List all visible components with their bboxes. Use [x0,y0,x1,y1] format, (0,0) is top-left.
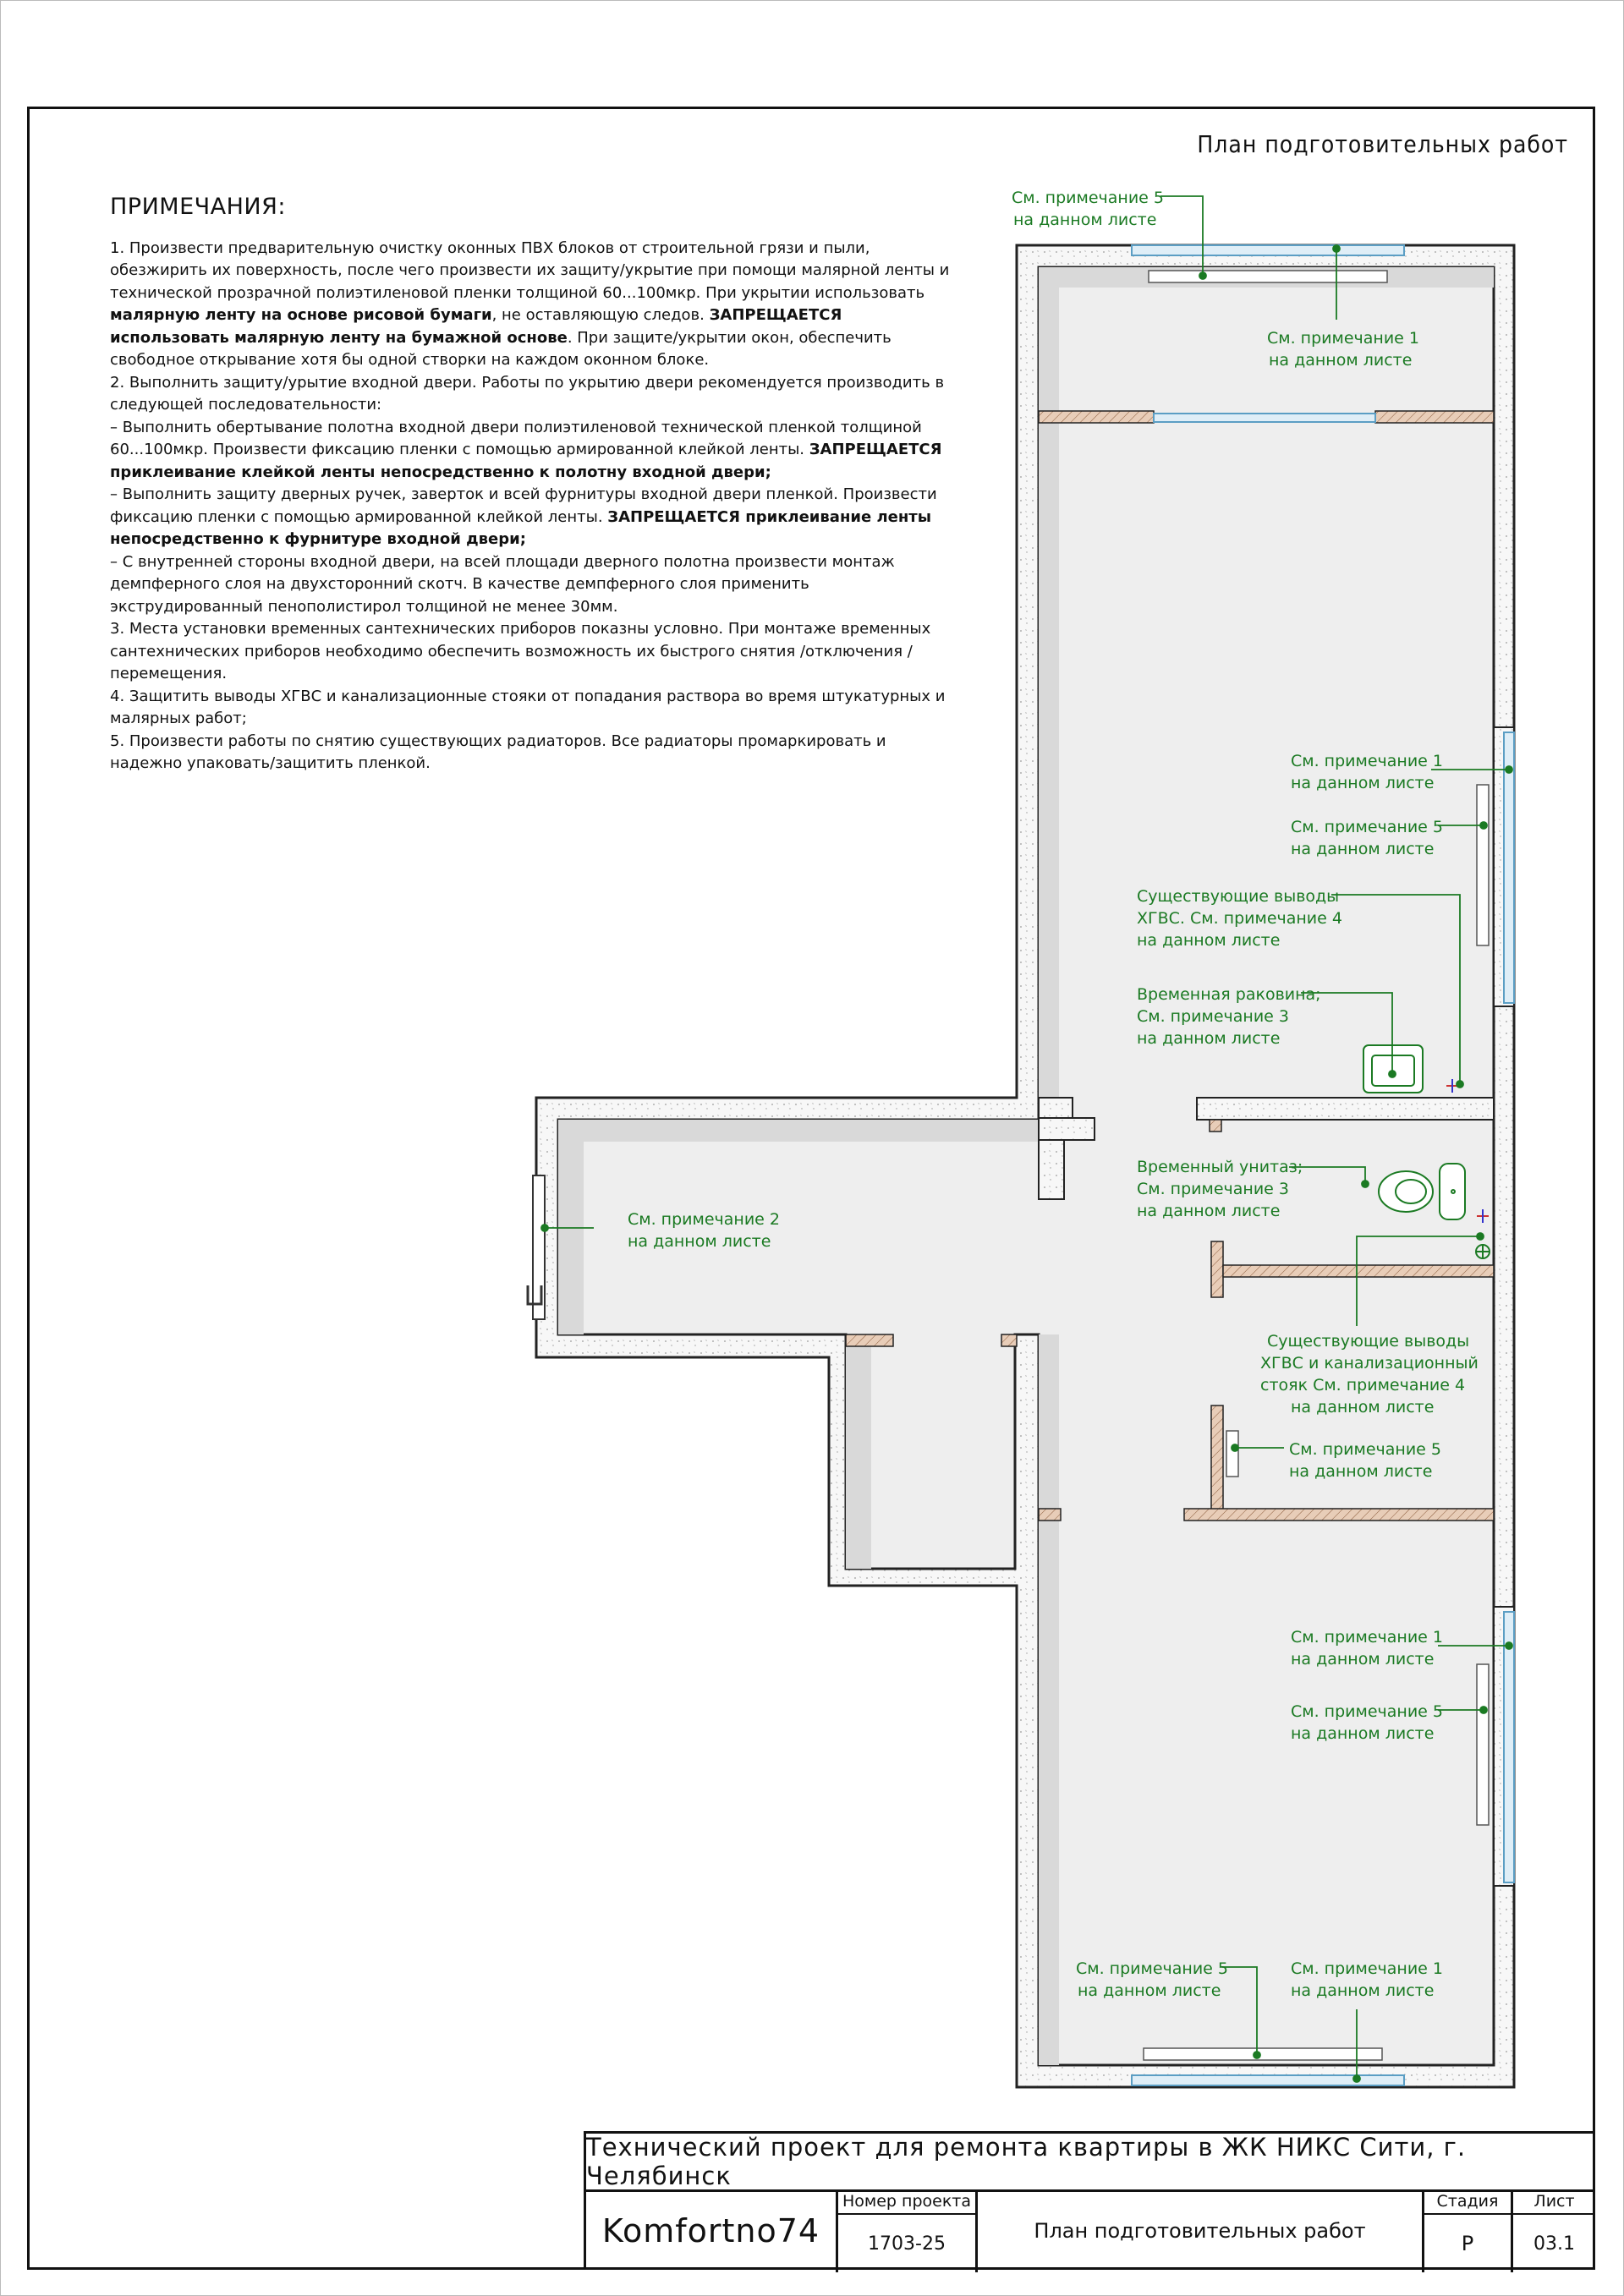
callout-line: на данном листе [1291,774,1435,792]
callout-line: См. примечание 5 [1076,1959,1228,1978]
exterior-walls [536,245,1514,2087]
callout-line: См. примечание 5 [1289,1440,1441,1459]
callout-note5-top [1012,189,1164,229]
note-1-text: 1. Произвести предварительную очистку оконных ПВХ блоков от строительной грязи и пыли, обезжирить их поверхность, после чего произвести их защиту/укрытие при помощи малярной ленты и технической прозрачной полиэтиленовой пленки толщиной 60...100мкр. При укрытии использовать [110,238,950,302]
notes-heading: ПРИМЕЧАНИЯ: [110,194,286,220]
stage-label: Стадия [1424,2189,1513,2215]
callout-line: ХГВС. См. примечание 4 [1137,909,1342,928]
note-2: 2. Выполнить защиту/урытие входной двери. Работы по укрытию двери рекомендуется производить в следующей последовательности: [110,373,945,414]
callout-line: См. примечание 2 [628,1210,780,1229]
company-name: Komfortno74 [586,2189,838,2272]
note-1-text-b: , не оставляющую следов. [491,306,710,324]
note-1-text-c: . При защите/укрытии окон, обеспечить свободное открывание хотя бы одной створки на каждом оконном блоке. [110,328,892,369]
callout-line: на данном листе [1078,1981,1221,2000]
callout-line: на данном листе [1137,1029,1281,1048]
note-3: 3. Места установки временных сантехнических приборов показны условно. При монтаже временных сантехнических приборов необходимо обеспечить возможность их быстрого снятия /отключения / перемещения. [110,620,931,682]
temporary-sink-icon [1363,1045,1423,1093]
callout-line: Существующие выводы [1137,887,1340,906]
callout-line: на данном листе [1291,1724,1435,1743]
callout-line: на данном листе [628,1232,771,1251]
note-2a-bold: ЗАПРЕЩАЕТСЯ приклеивание клейкой ленты непосредственно к полотну входной двери; [110,441,942,481]
note-2c: – С внутренней стороны входной двери, на всей площади дверного полотна произвести монтаж демпферного слоя на двухсторонний скотч. В качестве демпферного слоя применить экструдированный пенополистирол толщиной не менее 30мм. [110,552,895,616]
callout-line: См. примечание 1 [1291,1959,1443,1978]
callout-line: на данном листе [1137,1202,1281,1220]
project-number: 1703-25 [838,2215,978,2272]
sheet-number: 03.1 [1533,2233,1575,2255]
project-number-label: Номер проекта [838,2189,978,2215]
callout-line: См. примечание 1 [1291,752,1443,770]
callout-line: См. примечание 5 [1291,1702,1443,1721]
callout-line: ХГВС и канализационный [1260,1354,1479,1373]
stage-value: Р [1424,2215,1513,2272]
callout-line: См. примечание 5 [1012,189,1164,207]
sheet-title: План подготовительных работ [1197,130,1568,158]
callout-line: См. примечание 3 [1137,1007,1289,1026]
note-1-bold-a: малярную ленту на основе рисовой бумаги [110,306,492,324]
callout-line: См. примечание 1 [1291,1628,1443,1647]
callout-line: на данном листе [1291,1398,1435,1417]
callout-line: Временная раковина; [1137,985,1321,1004]
note-1-bold-b: ЗАПРЕЩАЕТСЯ использовать малярную ленту на бумажной основе [110,306,842,347]
callout-line: на данном листе [1291,840,1435,858]
callout-line: на данном листе [1291,1981,1435,2000]
callout-line: на данном листе [1289,1462,1433,1481]
callout-line: См. примечание 1 [1267,329,1419,348]
note-2a-text: – Выполнить обертывание полотна входной двери полиэтиленовой технической пленкой толщиной 60...100мкр. Произвести фиксацию пленки с помощью армированной клейкой ленты. [110,418,922,458]
note-2b-bold: ЗАПРЕЩАЕТСЯ приклеивание ленты непосредственно к фурнитуре входной двери; [110,507,932,548]
note-2b-text: – Выполнить защиту дверных ручек, заверток и всей фурнитуры входной двери пленкой. Произвести фиксацию пленки с помощью армированной клейкой ленты. [110,485,937,526]
callout-line: См. примечание 5 [1291,818,1443,836]
callout-line: Временный унитаз; [1137,1158,1303,1176]
callout-line: на данном листе [1013,211,1157,229]
project-title: Технический проект для ремонта квартиры в ЖК НИКС Сити, г. Челябинск [586,2134,1595,2192]
title-block [584,2131,1595,2270]
callout-line: на данном листе [1291,1650,1435,1669]
callout-line: См. примечание 3 [1137,1180,1289,1198]
note-5: 5. Произвести работы по снятию существующих радиаторов. Все радиаторы промаркировать и надежно упаковать/защитить пленкой. [110,732,886,772]
callout-line: на данном листе [1269,351,1413,370]
callout-line: стояк См. примечание 4 [1260,1376,1466,1395]
sheet-label: Лист [1513,2189,1595,2215]
note-4: 4. Защитить выводы ХГВС и канализационные стояки от попадания раствора во время штукатурных и малярных работ; [110,687,946,727]
drawing-name: План подготовительных работ [978,2189,1424,2272]
entry-door [528,1175,545,1319]
callout-temp-toilet [1137,1158,1303,1220]
callout-line: Существующие выводы [1267,1332,1470,1351]
callout-line: на данном листе [1137,931,1281,950]
